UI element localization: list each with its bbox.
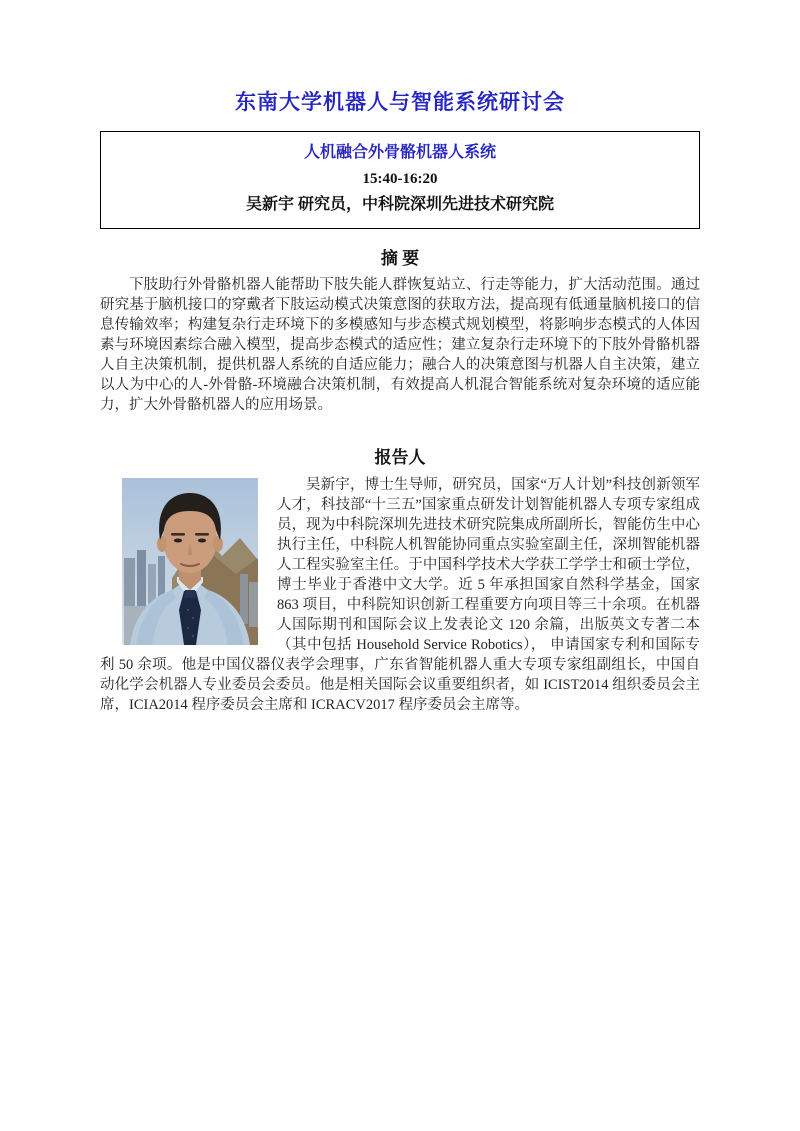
session-time: 15:40-16:20 bbox=[362, 171, 438, 187]
speaker-bio-block bbox=[100, 475, 700, 715]
session-topic: 人机融合外骨骼机器人系统 bbox=[303, 144, 496, 161]
abstract-heading: 摘 要 bbox=[380, 249, 420, 268]
session-box bbox=[100, 131, 700, 229]
page-title: 东南大学机器人与智能系统研讨会 bbox=[235, 91, 565, 114]
document-content bbox=[100, 0, 700, 715]
speaker-heading: 报告人 bbox=[374, 448, 426, 467]
speaker-bio-paragraph: 吴新宇，博士生导师，研究员，国家“万人计划”科技创新领军人才，科技部“十三五”国家重点研发计划智能机器人专项专家组成员，现为中科院深圳先进技术研究院集成所副所长，智能仿生中心执行主任，中科院人机智能协同重点实验室副主任，深圳智能机器人工程实验室主任。于中国科学技术大学获工学学士和硕士学位，博士毕业于香港中文大学。近 5 年承担国家自然科学基金，国家 863 项目，中科院知识创新工程重要方向项目等三十余项。在机器人国际期刊和国际会议上发表论文 120 余篇，出版英文专著二本（其中包括 Household Service Robotics）， 申请国家专利和国际专利 50 余项。他是中国仪器仪表学会理事，广东省智能机器人重大专项专家组副组长，中国自动化学会机器人专业委员会委员。他是相关国际会议重要组织者，如 ICIST2014 组织委员会主席，ICIA2014 程序委员会主席和 ICRACV2017 程序委员会主席等。 bbox=[100, 477, 700, 713]
speaker-portrait-photo bbox=[122, 478, 258, 645]
abstract-paragraph: 下肢助行外骨骼机器人能帮助下肢失能人群恢复站立、行走等能力，扩大活动范围。通过研究基于脑机接口的穿戴者下肢运动模式决策意图的获取方法，提高现有低通量脑机接口的信息传输效率；构建复杂行走环境下的多模感知与步态模式规划模型，将影响步态模式的人体因素与环境因素综合融入模型，提高步态模式的适应性；建立复杂行走环境下的下肢外骨骼机器人自主决策机制，提供机器人系统的自适应能力；融合人的决策意图与机器人自主决策，建立以人为中心的人-外骨骼-环境融合决策机制，有效提高人机混合智能系统对复杂环境的适应能力，扩大外骨骼机器人的应用场景。 bbox=[100, 277, 700, 413]
session-speaker-line: 吴新宇 研究员，中科院深圳先进技术研究院 bbox=[245, 196, 554, 213]
